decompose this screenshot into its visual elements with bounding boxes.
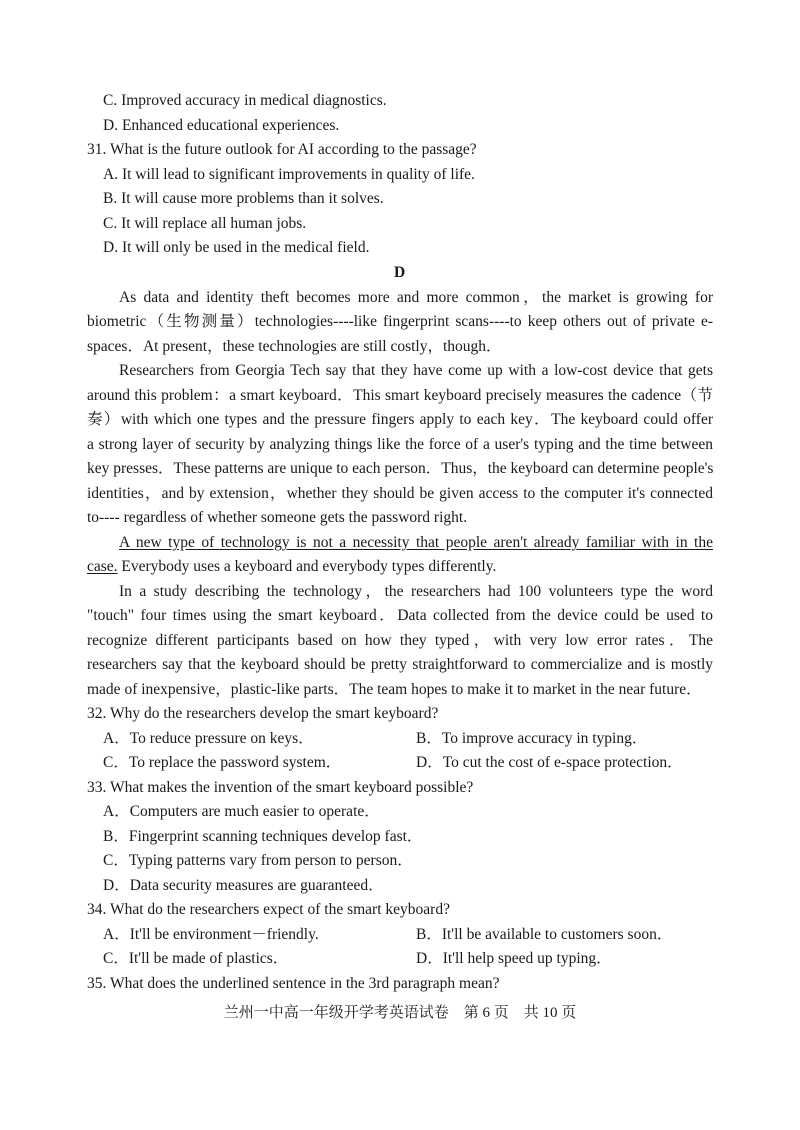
page-footer: 兰州一中高一年级开学考英语试卷 第 6 页 共 10 页 (223, 1005, 577, 1021)
p1-line-2: biometric（生物测量）technologies----like fingerprint scans----to keep others out of private e- (87, 313, 713, 330)
p3-rest: Everybody uses a keyboard and everybody types differently. (117, 558, 497, 575)
p2-line-2: around this problem：a smart keyboard．This smart keyboard precisely measures the cadence（节 (87, 387, 713, 404)
p2-line-3: 奏）with which one types and the pressure fingers apply to each key．The keyboard could offer (87, 411, 713, 428)
p2-line-6: identities，and by extension，whether they should be given access to the computer it's connected (87, 485, 713, 502)
p4-line-5: made of inexpensive，plastic-like parts．The team hopes to make it to market in the near future． (87, 681, 702, 698)
q31-option-c: C. It will replace all human jobs. (103, 215, 307, 232)
p4-line-4: researchers say that the keyboard should be pretty straightforward to commercialize and is mostly (87, 656, 713, 673)
underlined-sentence-line-2: case. (87, 558, 118, 575)
q32-stem: 32. Why do the researchers develop the smart keyboard? (87, 705, 439, 722)
q33-option-d: D．Data security measures are guaranteed． (103, 877, 384, 894)
p2-line-5: key presses．These patterns are unique to each person．Thus，the keyboard can determine people's (87, 460, 714, 477)
q33-option-c: C．Typing patterns vary from person to person． (103, 852, 413, 869)
p2-line-4: a strong layer of security by analyzing things like the force of a user's typing and the time between (87, 436, 713, 453)
underlined-sentence-line-1: A new type of technology is not a necessity that people aren't already familiar with in the (119, 534, 713, 551)
p2-line-7: to---- regardless of whether someone gets the password right. (87, 509, 468, 526)
q32-option-b: B．To improve accuracy in typing． (416, 730, 648, 747)
q35-stem: 35. What does the underlined sentence in the 3rd paragraph mean? (87, 975, 500, 992)
p2-line-1: Researchers from Georgia Tech say that they have come up with a low-cost device that gets (119, 362, 713, 379)
q33-option-a: A．Computers are much easier to operate． (103, 803, 380, 820)
q34-stem: 34. What do the researchers expect of the smart keyboard? (87, 901, 450, 918)
q34-option-b: B．It'll be available to customers soon． (416, 926, 673, 943)
q30-option-d: D. Enhanced educational experiences. (103, 117, 340, 134)
q33-option-b: B．Fingerprint scanning techniques develop fast． (103, 828, 423, 845)
q34-option-d: D．It'll help speed up typing． (416, 950, 612, 967)
p1-line-1: As data and identity theft becomes more and more common，the market is growing for (119, 289, 713, 306)
q32-option-d: D．To cut the cost of e-space protection． (416, 754, 683, 771)
q33-stem: 33. What makes the invention of the smart keyboard possible? (87, 779, 474, 796)
p1-line-3: spaces．At present，these technologies are still costly，though． (87, 338, 502, 355)
q31-option-d: D. It will only be used in the medical field. (103, 239, 370, 256)
passage-title: D (394, 264, 406, 281)
q30-option-c: C. Improved accuracy in medical diagnostics. (103, 92, 387, 109)
q34-option-c: C．It'll be made of plastics． (103, 950, 289, 967)
p4-line-1: In a study describing the technology，the researchers had 100 volunteers type the word (119, 583, 713, 600)
p4-line-3: recognize different participants based on how they typed，with very low error rates．The (87, 632, 713, 649)
q31-stem: 31. What is the future outlook for AI according to the passage? (87, 141, 477, 158)
p4-line-2: "touch" four times using the smart keyboard．Data collected from the device could be used to (87, 607, 713, 624)
q32-option-a: A．To reduce pressure on keys． (103, 730, 314, 747)
q34-option-a: A．It'll be environment－friendly. (103, 926, 319, 943)
p3-line-2 (87, 557, 713, 577)
q31-option-b: B. It will cause more problems than it solves. (103, 190, 384, 207)
q32-option-c: C．To replace the password system． (103, 754, 342, 771)
q31-option-a: A. It will lead to significant improvements in quality of life. (103, 166, 475, 183)
